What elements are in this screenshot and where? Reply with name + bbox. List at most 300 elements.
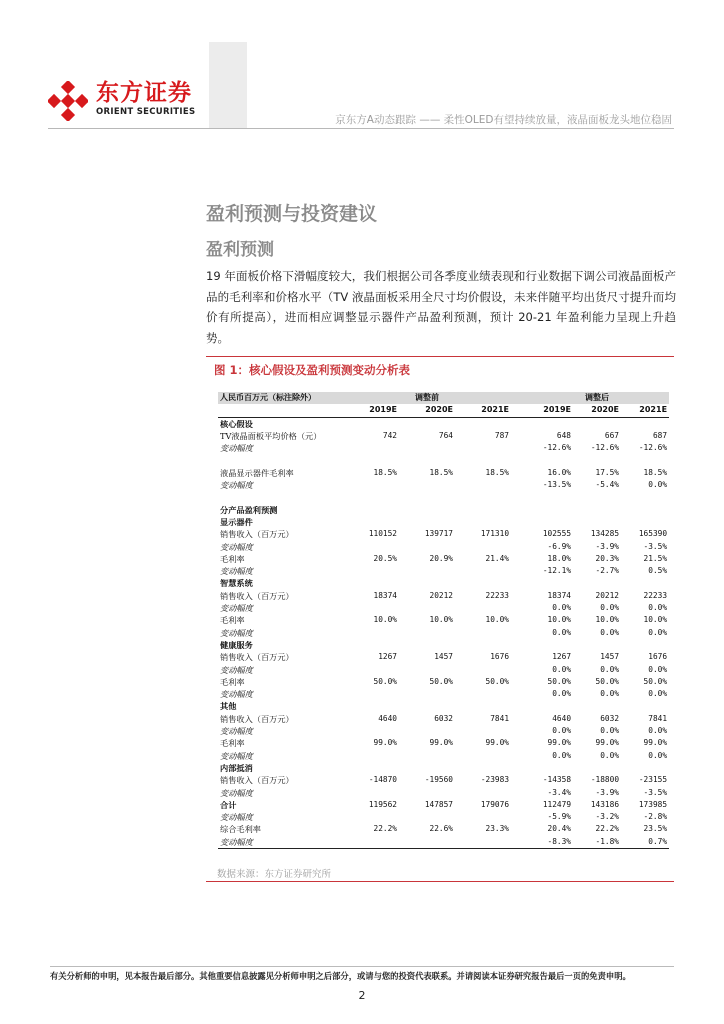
- table-row: [218, 590, 669, 602]
- cell-before: [399, 491, 455, 503]
- cell-after: -12.6%: [638, 443, 668, 453]
- row-label: 销售收入（百万元）: [220, 529, 294, 540]
- cell-after: [525, 417, 573, 430]
- cell-before: [399, 504, 455, 516]
- cell-after: -3.9%: [595, 541, 620, 551]
- cell-before: [399, 417, 455, 430]
- table-row: [218, 713, 669, 725]
- cell-before: 20.5%: [373, 553, 397, 563]
- cell-after: 4640: [552, 713, 572, 723]
- table-row: [218, 787, 669, 799]
- unit-label: 人民币百万元（标注除外）: [218, 392, 338, 404]
- cell-before: [455, 627, 511, 639]
- cell-after: [621, 700, 669, 712]
- cell-after: 134285: [590, 529, 620, 539]
- cell-before: [343, 811, 399, 823]
- cell-before: [455, 639, 511, 651]
- cell-after: 0.7%: [621, 836, 669, 849]
- cell-gap: [511, 762, 525, 774]
- cell-after: [525, 491, 573, 503]
- row-label: 合计: [220, 799, 237, 810]
- cell-before: [455, 811, 511, 823]
- cell-before: [455, 688, 511, 700]
- cell-before: 171310: [480, 529, 510, 539]
- company-logo: [48, 79, 208, 123]
- cell-before: -23983: [480, 775, 510, 785]
- table-row: [218, 504, 669, 516]
- footer-disclaimer: 有关分析师的申明，见本报告最后部分。其他重要信息披露见分析师申明之后部分，或请与您的投资代表联系。并请阅读本证券研究报告最后一页的免责申明。: [50, 971, 631, 981]
- cell-before: [343, 516, 399, 528]
- cell-before: [399, 565, 455, 577]
- table-row: [218, 750, 669, 762]
- table-row: [218, 737, 669, 749]
- cell-after: [621, 577, 669, 589]
- cell-after: 0.0%: [552, 664, 572, 674]
- cell-before: 119562: [368, 799, 397, 809]
- row-label: 变动幅度: [220, 603, 253, 614]
- table-row: [218, 627, 669, 639]
- year-header: 2021E: [455, 404, 511, 417]
- cell-after: 99.0%: [643, 738, 668, 748]
- cell-after: 0.0%: [552, 627, 572, 637]
- table-row: [218, 491, 669, 503]
- year-header: 2020E: [573, 404, 621, 417]
- cell-before: [455, 725, 511, 737]
- cell-gap: [511, 479, 525, 491]
- cell-after: 0.0%: [600, 750, 620, 760]
- cell-after: 0.0%: [648, 750, 668, 760]
- cell-before: [343, 725, 399, 737]
- group-after-label: 调整后: [525, 392, 669, 404]
- cell-gap: [511, 664, 525, 676]
- cell-after: 0.0%: [648, 480, 668, 490]
- cell-before: 10.0%: [485, 615, 510, 625]
- header-decor-band: [209, 42, 247, 128]
- cell-before: 139717: [424, 529, 453, 539]
- row-label: 内部抵消: [220, 762, 253, 773]
- row-label: 销售收入（百万元）: [220, 775, 294, 786]
- cell-gap: [511, 774, 525, 786]
- cell-after: [525, 762, 573, 774]
- table-row: [218, 442, 669, 454]
- cell-before: [399, 811, 455, 823]
- cell-gap: [511, 504, 525, 516]
- cell-gap: [511, 577, 525, 589]
- cell-before: [399, 627, 455, 639]
- cell-after: 0.0%: [648, 627, 668, 637]
- row-label: TV液晶面板平均价格（元）: [220, 430, 322, 441]
- cell-before: [455, 602, 511, 614]
- cell-after: [621, 454, 669, 466]
- cell-before: [399, 688, 455, 700]
- cell-after: 10.0%: [643, 615, 668, 625]
- cell-gap: [511, 639, 525, 651]
- row-label: 变动幅度: [220, 443, 253, 454]
- cell-before: [455, 442, 511, 454]
- cell-before: [399, 725, 455, 737]
- cell-after: 112479: [542, 799, 572, 809]
- cell-after: -12.6%: [542, 443, 572, 453]
- cell-after: 0.0%: [600, 726, 620, 736]
- cell-gap: [511, 799, 525, 811]
- cell-after: 0.0%: [552, 750, 572, 760]
- cell-after: [573, 700, 621, 712]
- orient-logo-icon: [48, 81, 88, 121]
- cell-after: -3.5%: [643, 541, 668, 551]
- cell-before: [399, 787, 455, 799]
- cell-after: 22233: [643, 590, 668, 600]
- cell-after: 50.0%: [595, 676, 620, 686]
- table-row: [218, 725, 669, 737]
- figure-bottom-rule: [206, 881, 674, 882]
- body-paragraph: 19 年面板价格下滑幅度较大，我们根据公司各季度业绩表现和行业数据下调公司液晶面板产品的毛利率和价格水平（TV 液晶面板采用全尺寸均价假设，未来伴随平均出货尺寸提升而均价有所提高），进而相应调整显示器件产品盈利预测，预计 20-21 年盈利能力呈现上升趋势。: [206, 269, 676, 345]
- cell-after: 22.2%: [595, 824, 620, 834]
- cell-before: [343, 639, 399, 651]
- cell-after: -5.4%: [595, 480, 620, 490]
- cell-after: [573, 762, 621, 774]
- cell-after: 6032: [600, 713, 620, 723]
- table-row: [218, 577, 669, 589]
- cell-gap: [511, 454, 525, 466]
- row-label: 毛利率: [220, 553, 245, 564]
- cell-before: [399, 762, 455, 774]
- cell-after: -6.9%: [547, 541, 572, 551]
- section-subtitle: 盈利预测: [206, 240, 274, 260]
- cell-gap: [511, 700, 525, 712]
- cell-after: 667: [604, 430, 620, 440]
- cell-after: [621, 762, 669, 774]
- group-before-label: 调整前: [343, 392, 511, 404]
- cell-before: 23.3%: [485, 824, 510, 834]
- table-row: [218, 479, 669, 491]
- cell-after: [525, 454, 573, 466]
- cell-before: 99.0%: [373, 738, 397, 748]
- cell-before: [399, 577, 455, 589]
- cell-before: [399, 664, 455, 676]
- row-label: 智慧系统: [220, 578, 253, 589]
- cell-before: -14870: [368, 775, 397, 785]
- cell-gap: [511, 737, 525, 749]
- page-number: 2: [358, 989, 366, 1002]
- table-row: [218, 553, 669, 565]
- cell-before: [343, 565, 399, 577]
- row-label: 变动幅度: [220, 750, 253, 761]
- cell-after: [525, 577, 573, 589]
- cell-after: 143186: [590, 799, 620, 809]
- cell-before: [343, 577, 399, 589]
- table-row: [218, 602, 669, 614]
- logo-text-en: ORIENT SECURITIES: [96, 107, 196, 117]
- cell-after: 1457: [600, 652, 620, 662]
- row-label: 变动幅度: [218, 836, 338, 849]
- cell-gap: [511, 651, 525, 663]
- cell-before: [399, 602, 455, 614]
- row-label: 毛利率: [220, 738, 245, 749]
- table-row: [218, 430, 669, 442]
- cell-after: -18800: [590, 775, 620, 785]
- cell-after: 50.0%: [547, 676, 572, 686]
- cell-after: 20.4%: [547, 824, 572, 834]
- cell-before: [343, 479, 399, 491]
- table-row: [218, 541, 669, 553]
- cell-before: [343, 602, 399, 614]
- forecast-table-body: [218, 392, 669, 848]
- row-label: 毛利率: [220, 615, 245, 626]
- cell-before: [455, 504, 511, 516]
- cell-after: -12.6%: [590, 443, 620, 453]
- cell-after: 18.0%: [547, 553, 572, 563]
- cell-before: 6032: [434, 713, 453, 723]
- row-label: 销售收入（百万元）: [220, 652, 294, 663]
- cell-after: -2.7%: [595, 566, 620, 576]
- cell-after: [621, 417, 669, 430]
- table-row: [218, 676, 669, 688]
- table-row: [218, 454, 669, 466]
- cell-before: [455, 664, 511, 676]
- cell-gap: [511, 417, 525, 430]
- cell-before: 1457: [434, 652, 453, 662]
- cell-before: 10.0%: [429, 615, 453, 625]
- table-row: [218, 836, 669, 849]
- cell-before: 787: [494, 430, 510, 440]
- cell-before: [343, 688, 399, 700]
- forecast-table: [218, 392, 669, 849]
- cell-gap: [511, 590, 525, 602]
- year-header: 2019E: [525, 404, 573, 417]
- cell-gap: [511, 528, 525, 540]
- section-title: 盈利预测与投资建议: [206, 203, 378, 225]
- table-row: [218, 639, 669, 651]
- cell-before: [343, 442, 399, 454]
- cell-before: 1676: [490, 652, 510, 662]
- cell-before: 99.0%: [485, 738, 510, 748]
- cell-before: [455, 700, 511, 712]
- cell-gap: [511, 725, 525, 737]
- cell-after: 173985: [638, 799, 668, 809]
- cell-after: 0.0%: [648, 664, 668, 674]
- cell-after: 0.0%: [600, 689, 620, 699]
- cell-before: 1267: [378, 652, 397, 662]
- cell-before: [455, 491, 511, 503]
- cell-before: [455, 750, 511, 762]
- cell-before: [343, 417, 399, 430]
- cell-after: [573, 491, 621, 503]
- cell-after: 7841: [648, 713, 668, 723]
- row-label: [218, 491, 338, 503]
- row-label: 变动幅度: [220, 566, 253, 577]
- cell-after: 18.5%: [643, 467, 668, 477]
- cell-after: 0.0%: [600, 603, 620, 613]
- row-label: 变动幅度: [220, 664, 253, 675]
- cell-gap: [511, 787, 525, 799]
- row-label: 变动幅度: [220, 541, 253, 552]
- cell-after: [573, 504, 621, 516]
- cell-before: 179076: [480, 799, 510, 809]
- cell-gap: [511, 836, 525, 849]
- row-label: 销售收入（百万元）: [220, 713, 294, 724]
- row-label: 变动幅度: [220, 689, 253, 700]
- cell-after: 17.5%: [595, 467, 620, 477]
- cell-before: [343, 454, 399, 466]
- cell-after: -2.8%: [643, 812, 668, 822]
- cell-after: 0.0%: [552, 689, 572, 699]
- table-row: [218, 516, 669, 528]
- cell-after: -3.5%: [643, 787, 668, 797]
- cell-after: -5.9%: [547, 812, 572, 822]
- cell-after: [573, 516, 621, 528]
- cell-after: 21.5%: [643, 553, 668, 563]
- cell-before: 742: [382, 430, 397, 440]
- cell-gap: [511, 750, 525, 762]
- cell-after: 23.5%: [643, 824, 668, 834]
- cell-gap: [511, 430, 525, 442]
- cell-before: [455, 577, 511, 589]
- cell-before: [455, 836, 511, 849]
- cell-before: [343, 491, 399, 503]
- cell-gap: [511, 713, 525, 725]
- cell-before: [455, 454, 511, 466]
- table-row: [218, 774, 669, 786]
- cell-after: 50.0%: [643, 676, 668, 686]
- cell-before: [399, 516, 455, 528]
- cell-after: 687: [652, 430, 668, 440]
- year-header: 2020E: [399, 404, 455, 417]
- table-row: [218, 688, 669, 700]
- cell-before: [399, 541, 455, 553]
- cell-after: -8.3%: [525, 836, 573, 849]
- table-row: [218, 417, 669, 430]
- cell-before: 764: [438, 430, 453, 440]
- cell-before: 20.9%: [429, 553, 453, 563]
- cell-before: [455, 516, 511, 528]
- year-header: 2019E: [343, 404, 399, 417]
- cell-before: [455, 565, 511, 577]
- cell-gap: [511, 602, 525, 614]
- cell-gap: [511, 614, 525, 626]
- cell-gap: [511, 541, 525, 553]
- cell-after: -23155: [638, 775, 668, 785]
- cell-after: [573, 454, 621, 466]
- cell-after: -13.5%: [542, 480, 572, 490]
- cell-gap: [511, 553, 525, 565]
- cell-before: [343, 664, 399, 676]
- cell-after: 0.0%: [600, 627, 620, 637]
- row-label: 变动幅度: [220, 627, 253, 638]
- cell-before: [343, 541, 399, 553]
- cell-after: 1676: [648, 652, 668, 662]
- cell-after: [525, 504, 573, 516]
- row-label: 核心假设: [220, 418, 253, 429]
- cell-after: [525, 639, 573, 651]
- cell-before: [455, 417, 511, 430]
- cell-after: 1267: [552, 652, 572, 662]
- row-label: 变动幅度: [220, 726, 253, 737]
- cell-before: 22.6%: [429, 824, 453, 834]
- cell-after: [621, 639, 669, 651]
- table-row: [218, 651, 669, 663]
- cell-before: 50.0%: [373, 676, 397, 686]
- header-divider: [48, 128, 674, 129]
- logo-text-cn: 东方证券: [96, 80, 192, 106]
- cell-gap: [511, 442, 525, 454]
- cell-after: -1.8%: [573, 836, 621, 849]
- cell-before: [343, 627, 399, 639]
- cell-before: 20212: [429, 590, 453, 600]
- cell-after: [573, 577, 621, 589]
- cell-before: -19560: [424, 775, 453, 785]
- table-row: [218, 664, 669, 676]
- cell-after: 102555: [542, 529, 572, 539]
- cell-after: 648: [556, 430, 572, 440]
- cell-after: -12.1%: [542, 566, 572, 576]
- row-label: [218, 454, 338, 466]
- cell-before: [399, 750, 455, 762]
- cell-gap: [511, 467, 525, 479]
- cell-after: 0.0%: [648, 726, 668, 736]
- row-label: 变动幅度: [220, 787, 253, 798]
- cell-after: -14358: [542, 775, 572, 785]
- table-header-year-row: [218, 404, 669, 417]
- cell-after: -3.9%: [595, 787, 620, 797]
- table-row: [218, 799, 669, 811]
- cell-after: 0.5%: [648, 566, 668, 576]
- cell-before: 50.0%: [485, 676, 510, 686]
- cell-after: 18374: [547, 590, 572, 600]
- row-label: 销售收入（百万元）: [220, 590, 294, 601]
- row-label: 其他: [220, 701, 237, 712]
- cell-before: 18.5%: [485, 467, 510, 477]
- cell-gap: [511, 516, 525, 528]
- cell-before: 7841: [490, 713, 510, 723]
- cell-gap: [511, 676, 525, 688]
- cell-before: [455, 762, 511, 774]
- cell-after: [573, 639, 621, 651]
- table-row: [218, 614, 669, 626]
- cell-before: 10.0%: [373, 615, 397, 625]
- cell-after: 0.0%: [552, 603, 572, 613]
- figure-source: 数据来源：东方证券研究所: [217, 869, 332, 880]
- cell-before: [399, 479, 455, 491]
- cell-after: 10.0%: [547, 615, 572, 625]
- cell-before: 18.5%: [429, 467, 453, 477]
- row-label: 变动幅度: [220, 812, 253, 823]
- table-row: [218, 811, 669, 823]
- cell-before: 18.5%: [373, 467, 397, 477]
- cell-after: 165390: [638, 529, 668, 539]
- cell-before: 110152: [368, 529, 397, 539]
- cell-before: [399, 639, 455, 651]
- figure-title: 图 1：核心假设及盈利预测变动分析表: [214, 363, 411, 377]
- cell-before: [343, 836, 399, 849]
- cell-before: 22233: [485, 590, 510, 600]
- cell-before: [399, 454, 455, 466]
- cell-before: [455, 479, 511, 491]
- cell-before: [343, 504, 399, 516]
- cell-before: 18374: [373, 590, 397, 600]
- cell-gap: [511, 565, 525, 577]
- table-row: [218, 823, 669, 835]
- cell-before: [343, 762, 399, 774]
- cell-after: -3.4%: [547, 787, 572, 797]
- cell-after: [621, 516, 669, 528]
- cell-gap: [511, 823, 525, 835]
- year-header: 2021E: [621, 404, 669, 417]
- cell-before: 50.0%: [429, 676, 453, 686]
- cell-after: 0.0%: [600, 664, 620, 674]
- cell-after: 0.0%: [552, 726, 572, 736]
- cell-after: [525, 516, 573, 528]
- cell-after: [621, 491, 669, 503]
